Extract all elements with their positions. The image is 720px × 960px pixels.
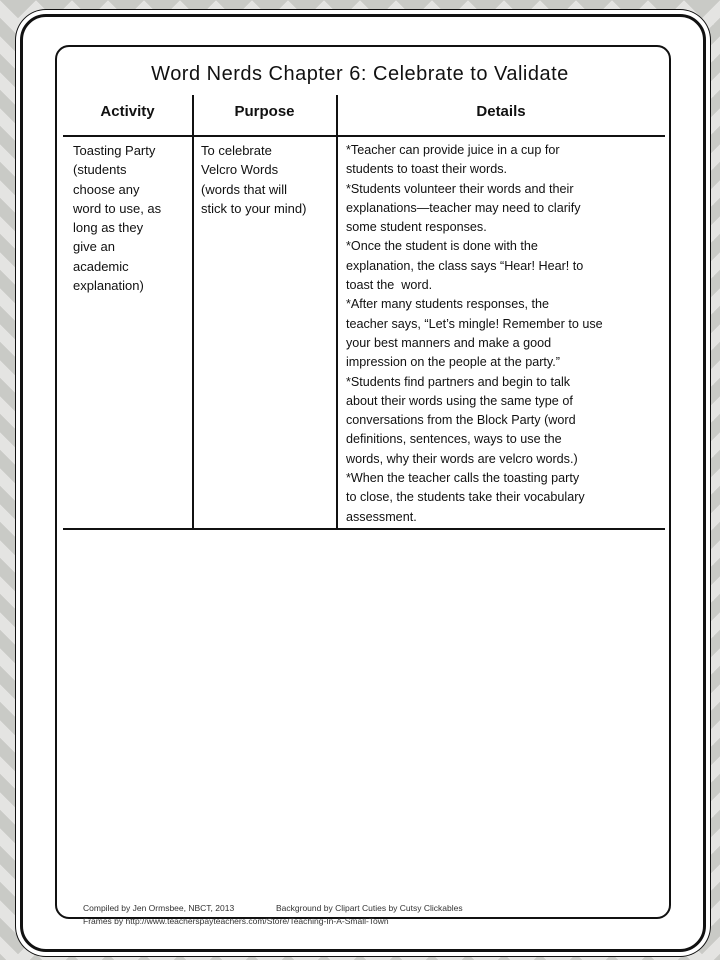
cell-line: explanation, the class says “Hear! Hear! to — [346, 258, 584, 273]
cell-line: (students — [73, 162, 127, 178]
activity-cell — [73, 141, 161, 295]
cell-line: To celebrate — [201, 143, 272, 158]
cell-line: academic — [73, 258, 129, 274]
column-divider — [336, 95, 338, 528]
cell-line: about their words using the same type of — [346, 393, 573, 408]
cell-line: words, why their words are velcro words.) — [346, 451, 578, 466]
cell-line: conversations from the Block Party (word — [346, 413, 576, 428]
table-bottom-border — [63, 528, 665, 530]
cell-line: Velcro Words — [201, 162, 279, 178]
cell-line: explanation) — [73, 278, 144, 294]
cell-line: Toasting Party — [73, 143, 156, 158]
cell-line: students to toast their words. — [346, 162, 508, 177]
cell-line: stick to your mind) — [201, 200, 307, 216]
cell-line: explanations—teacher may need to clarify — [346, 200, 581, 215]
cell-line: give an — [73, 239, 115, 255]
footer-compiled: Compiled by Jen Ormsbee, NBCT, 2013 — [83, 903, 235, 913]
cell-line: *When the teacher calls the toasting party — [346, 471, 580, 486]
cell-line: long as they — [73, 220, 144, 236]
details-cell — [346, 141, 603, 527]
cell-line: *Once the student is done with the — [346, 239, 538, 254]
cell-line: *Students find partners and begin to talk — [346, 374, 571, 389]
cell-line: assessment. — [346, 509, 417, 524]
cell-line: impression on the people at the party.” — [346, 355, 560, 370]
cell-line: (words that will — [201, 181, 287, 197]
footer-background: Background by Clipart Cuties by Cutsy Clickables — [276, 903, 463, 913]
cell-line: some student responses. — [346, 220, 487, 235]
header-purpose: Purpose — [234, 103, 295, 120]
footer-frames: Frames by http://www.teacherspayteachers.com/Store/Teaching-In-A-Small-Town — [83, 916, 389, 926]
cell-line: your best manners and make a good — [346, 335, 552, 350]
cell-line: *Teacher can provide juice in a cup for — [346, 143, 560, 157]
page-title: Word Nerds Chapter 6: Celebrate to Validate — [151, 63, 569, 85]
table-header-divider — [63, 135, 665, 137]
cell-line: *After many students responses, the — [346, 297, 550, 312]
cell-line: *Students volunteer their words and their — [346, 181, 574, 196]
purpose-cell — [201, 141, 306, 218]
cell-line: toast the word. — [346, 278, 433, 293]
column-divider — [192, 95, 194, 528]
cell-line: to close, the students take their vocabulary — [346, 490, 585, 505]
cell-line: word to use, as — [73, 200, 162, 216]
cell-line: teacher says, “Let’s mingle! Remember to use — [346, 316, 603, 331]
header-details: Details — [476, 103, 526, 120]
header-activity: Activity — [100, 103, 155, 120]
cell-line: definitions, sentences, ways to use the — [346, 432, 562, 447]
cell-line: choose any — [73, 181, 140, 197]
